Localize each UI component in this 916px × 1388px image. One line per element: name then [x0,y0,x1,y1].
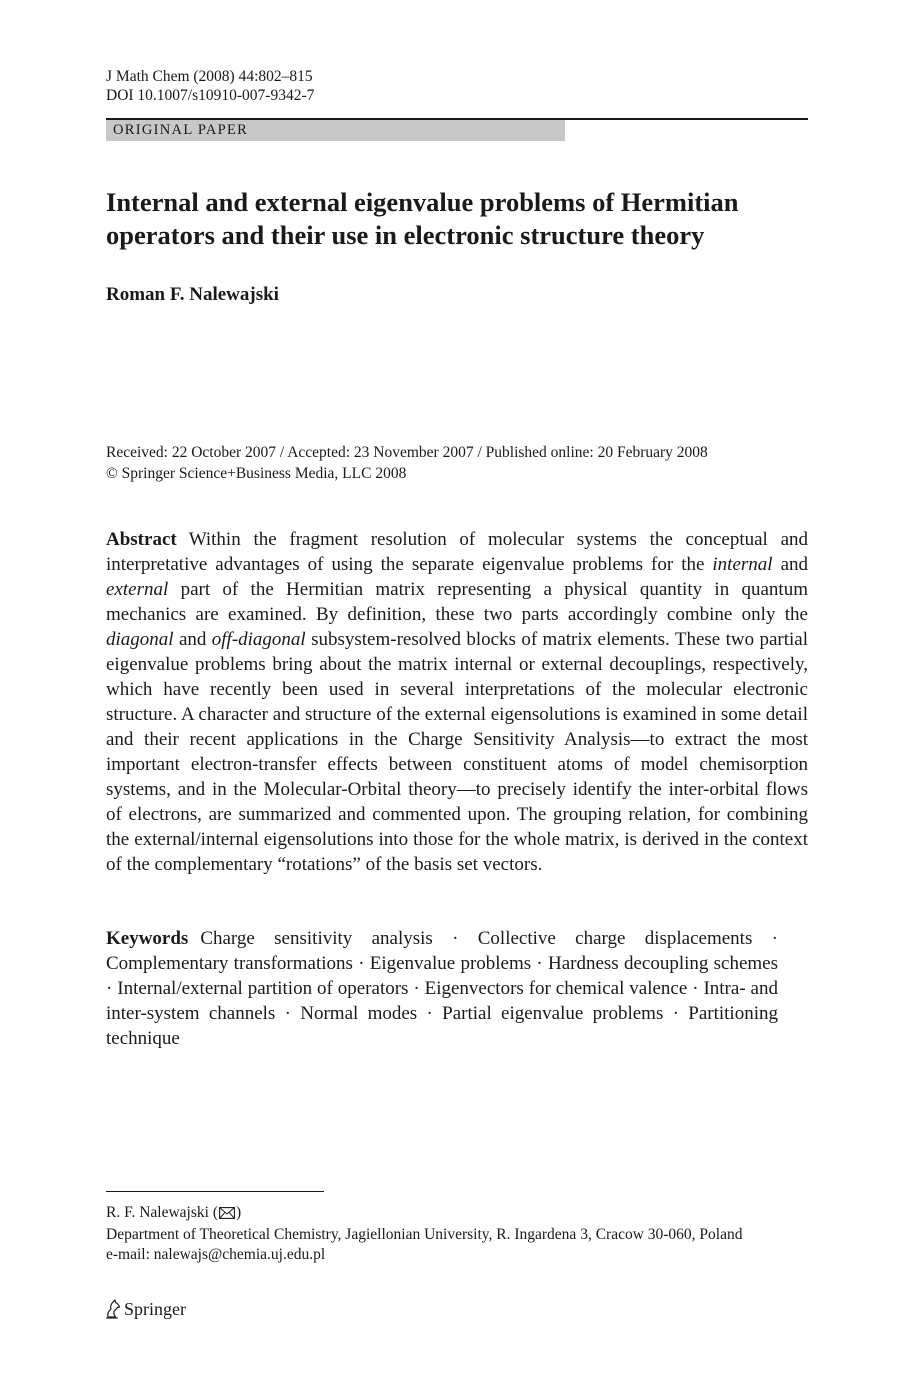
abstract-text-1: Within the fragment resolution of molecular systems the conceptual and interpretative advantages of using the separate eigenvalue problems for the [106,529,808,575]
footnote-rule [106,1191,324,1192]
envelope-icon [219,1205,235,1225]
copyright-line: © Springer Science+Business Media, LLC 2008 [106,464,407,482]
journal-citation: J Math Chem (2008) 44:802–815 [106,68,313,85]
abstract-label: Abstract [106,529,177,550]
doi-line: DOI 10.1007/s10910-007-9342-7 [106,87,315,104]
springer-horse-icon [104,1299,122,1324]
article-type-bar [106,120,565,141]
keywords [106,926,778,1051]
abstract-em-off-diagonal: off-diagonal [211,629,306,650]
abstract-em-diagonal: diagonal [106,629,174,650]
publication-dates [106,443,708,484]
abstract [106,527,808,877]
abstract-text-3: part of the Hermitian matrix representing a physical quantity in quantum mechanics are examined. By definition, these two parts accordingly combine only the [106,579,808,625]
footnote-author: R. F. Nalewajski ( [106,1204,218,1221]
journal-header [106,67,314,105]
publisher-mark [104,1298,186,1324]
abstract-text-5: subsystem-resolved blocks of matrix elements. These two partial eigenvalue problems bring about the matrix internal or external decouplings, respectively, which have recently been used in several interpretations of the molecular electronic structure. A character and structure of the external eigensolutions is examined in some detail and their recent applications in the Charge Sensitivity Analysis—to extract the most important electron-transfer effects between constituent atoms of model chemisorption systems, and in the Molecular-Orbital theory—to precisely identify the inter-orbital flows of electrons, are summarized and commented upon. The grouping relation, for combining the external/internal eigensolutions into those for the whole matrix, is derived in the context of the complementary “rotations” of the basis set vectors. [106,629,808,875]
keywords-list: Charge sensitivity analysis · Collective charge displacements · Complementary transformations · Eigenvalue problems · Hardness decoupling schemes · Internal/external partition of operators · Eigenvectors for chemical valence · Intra- and inter-system channels · Normal modes · Partial eigenvalue problems · Partitioning technique [106,928,778,1049]
footnote-email: e-mail: nalewajs@chemia.uj.edu.pl [106,1246,326,1263]
footnote-author-close: ) [235,1204,242,1221]
publisher-name: Springer [124,1299,186,1319]
keywords-label: Keywords [106,928,189,949]
abstract-text-2: and [772,554,809,575]
article-type-label: ORIGINAL PAPER [113,122,249,138]
abstract-em-external: external [106,579,169,600]
footnote-author-line [106,1203,742,1225]
abstract-em-internal: internal [712,554,773,575]
abstract-text-4: and [173,629,212,650]
author-footnote [106,1203,742,1265]
footnote-affiliation: Department of Theoretical Chemistry, Jagiellonian University, R. Ingardena 3, Cracow 30-060, Poland [106,1226,743,1243]
author-name: Roman F. Nalewajski [106,284,279,305]
article-title: Internal and external eigenvalue problems of Hermitian operators and their use in electronic structure theory [106,187,739,250]
received-accepted-line: Received: 22 October 2007 / Accepted: 23 November 2007 / Published online: 20 February 2008 [106,444,708,461]
